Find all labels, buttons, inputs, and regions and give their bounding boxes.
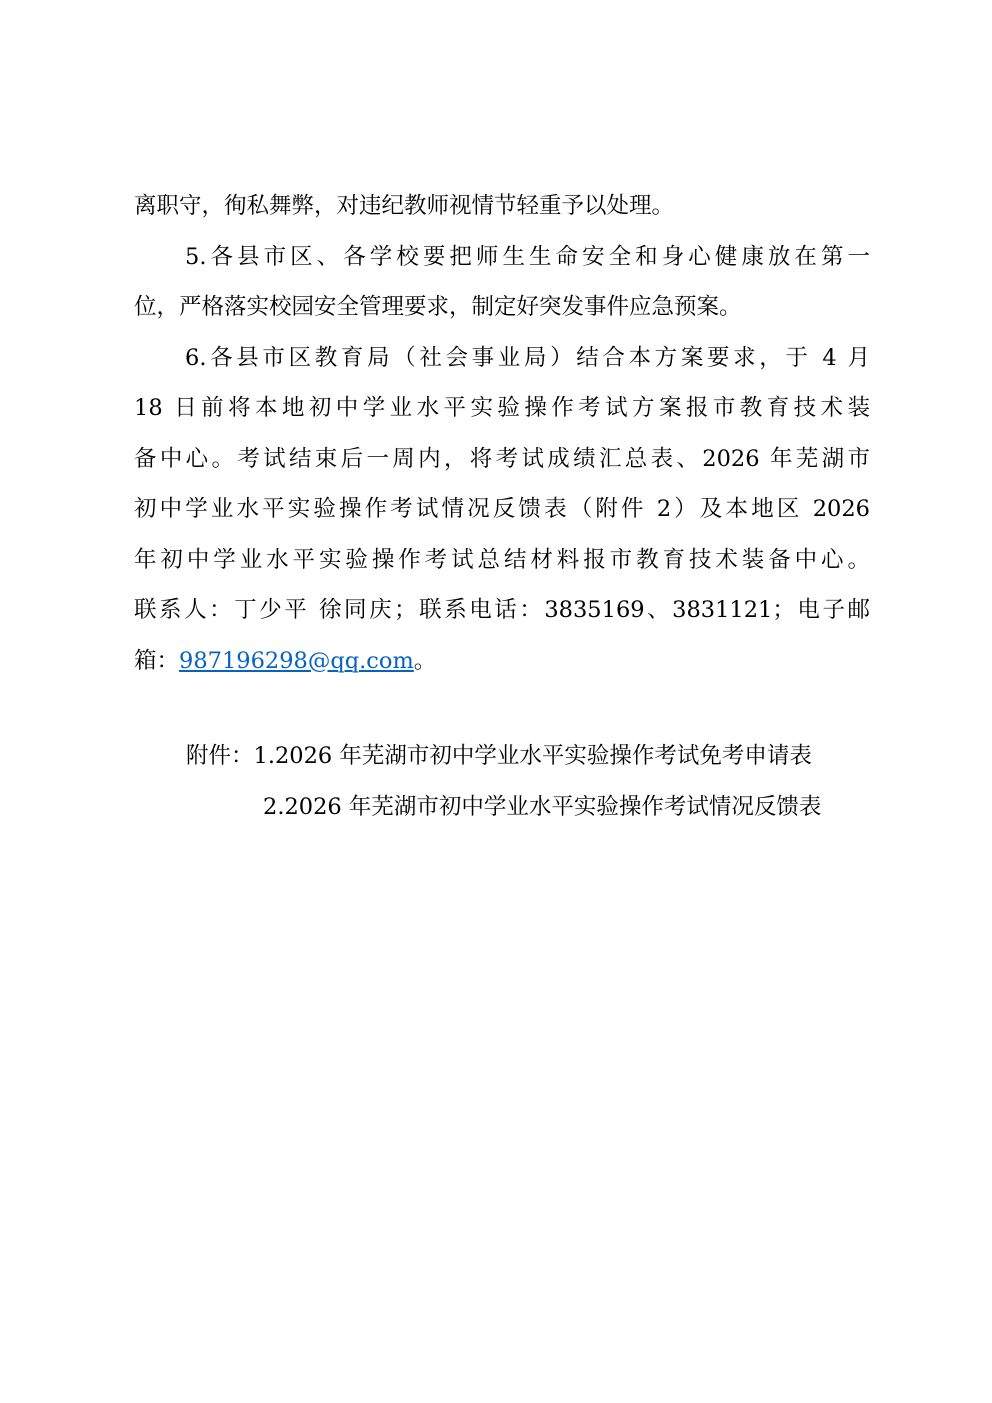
attachment-item-1: 附件：1.2026 年芜湖市初中学业水平实验操作考试免考申请表 — [186, 743, 812, 769]
item6-line1: 6.各县市区教育局（社会事业局）结合本方案要求，于 4 月 — [185, 344, 870, 371]
item6-line4: 初中学业水平实验操作考试情况反馈表（附件 2）及本地区 2026 — [134, 496, 870, 522]
item6-line7 — [134, 636, 870, 687]
email-link[interactable]: 987196298@qq.com — [179, 647, 414, 674]
email-period: 。 — [413, 647, 437, 674]
email-label: 箱： — [134, 647, 180, 674]
item6-line3: 备中心。考试结束后一周内，将考试成绩汇总表、2026 年芜湖市 — [134, 445, 870, 472]
item6-line5: 年初中学业水平实验操作考试总结材料报市教育技术装备中心。 — [134, 546, 870, 573]
paragraph-continuation-line: 离职守，徇私舞弊，对违纪教师视情节轻重予以处理。 — [134, 193, 675, 219]
item5-line2: 位，严格落实校园安全管理要求，制定好突发事件应急预案。 — [134, 294, 742, 320]
item6-line6: 联系人：丁少平 徐同庆；联系电话：3835169、3831121；电子邮 — [134, 597, 870, 623]
attachment-item-2: 2.2026 年芜湖市初中学业水平实验操作考试情况反馈表 — [263, 793, 822, 820]
attachments-list — [186, 731, 876, 832]
item5-line1: 5.各县市区、各学校要把师生生命安全和身心健康放在第一 — [185, 243, 870, 270]
body-text — [134, 181, 870, 686]
item6-line2: 18 日前将本地初中学业水平实验操作考试方案报市教育技术装 — [134, 395, 870, 421]
